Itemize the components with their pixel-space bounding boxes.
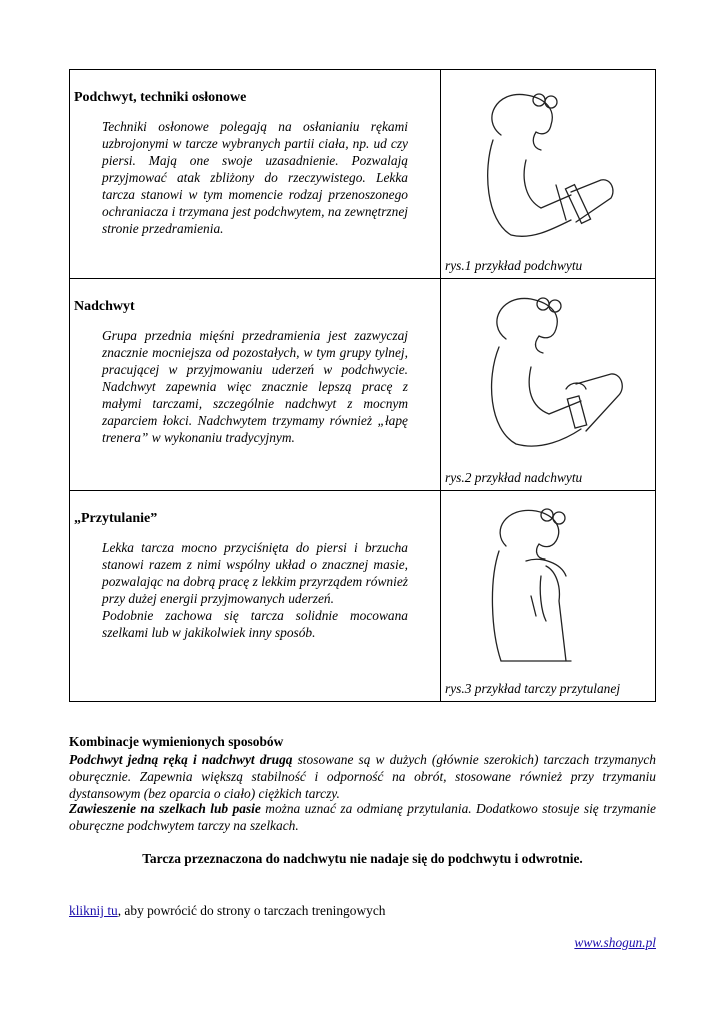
section-paragraph: Podobnie zachowa się tarcza solidnie mocowana szelkami lub w jakikolwiek inny sposób. [102,608,408,640]
section-paragraph: Lekka tarcza mocno przyciśnięta do piersi i brzucha stanowi razem z nimi wspólny układ o znacznej masie, pozwalając na dobrą pracę z lekkim przyrządem również przy dużej energii przyjmowanych uderzeń. [102,540,408,606]
bold-lead: Podchwyt jedną ręką i nadchwyt drugą [69,752,293,767]
image-cell [441,70,656,279]
table-row [70,491,656,702]
table-row [70,70,656,279]
paragraph-text: stosowane są w dużych (głównie szerokich) tarczach trzymanych oburęcznie. Zapewnia większą stabilność i odporność na obrót, stosowane również przy trzymaniu dystansowym (bez oparcia o ciało) ciężkich tarczy. [69,752,656,801]
section-title: Nadchwyt [74,299,135,314]
section-body: Techniki osłonowe polegają na osłanianiu rękami uzbrojonymi w tarcze wybranych partii ciała, np. ud czy piersi. Mają one swoje uzasadnienie. Pozwalają przyjmować atak zbliżony do rzeczywistego. Lekka tarcza stanowi w tym momencie rodzaj przenoszonego ochraniacza i trzymana jest podchwytem, na zewnętrznej stronie przedramienia. [102,119,408,236]
text-cell [70,70,441,279]
text-cell [70,491,441,702]
figure-caption: rys.1 przykład podchwytu [445,258,583,273]
techniques-table [69,69,656,702]
bold-lead: Zawieszenie na szelkach lub pasie [69,801,261,816]
back-text: , aby powrócić do strony o tarczach treningowych [117,903,386,918]
site-line [69,934,656,951]
image-cell [441,279,656,491]
site-link[interactable]: www.shogun.pl [574,935,656,950]
hugged-shield-illustration [471,501,621,676]
paragraph-text: można uznać za odmianę przytulania. Dodatkowo stosuje się trzymanie oburęczne podchwytem tarczy na szelkach. [69,801,656,833]
overhand-grip-illustration [471,289,631,464]
section-title: Podchwyt, techniki osłonowe [74,90,247,105]
combinations-title: Kombinacje wymienionych sposobów [69,734,284,749]
notice: Tarcza przeznaczona do nadchwytu nie nadaje się do podchwytu i odwrotnie. [142,851,583,866]
figure-caption: rys.2 przykład nadchwytu [445,470,583,485]
section-body: Grupa przednia mięśni przedramienia jest zazwyczaj znacznie mocniejsza od pozostałych, w tym grupy tylnej, pracującej w przyjmowaniu uderzeń w podchwycie. Nadchwyt zapewnia więc znacznie lepszą pracę z małymi tarczami, szczególnie nadchwyt z mocnym zaparciem łokci. Nadchwytem trzymamy również „łapę trenera” w wykonaniu tradycyjnym. [102,328,408,445]
table-row [70,279,656,491]
combinations-paragraph [69,751,656,802]
text-cell [70,279,441,491]
combinations-paragraph [69,800,656,834]
section-title: „Przytulanie” [74,511,158,526]
back-line [69,902,656,919]
back-link[interactable]: kliknij tu [69,903,118,918]
image-cell [441,491,656,702]
section-body [102,539,408,641]
figure-caption: rys.3 przykład tarczy przytulanej [445,681,621,696]
underhand-grip-illustration [471,80,621,255]
